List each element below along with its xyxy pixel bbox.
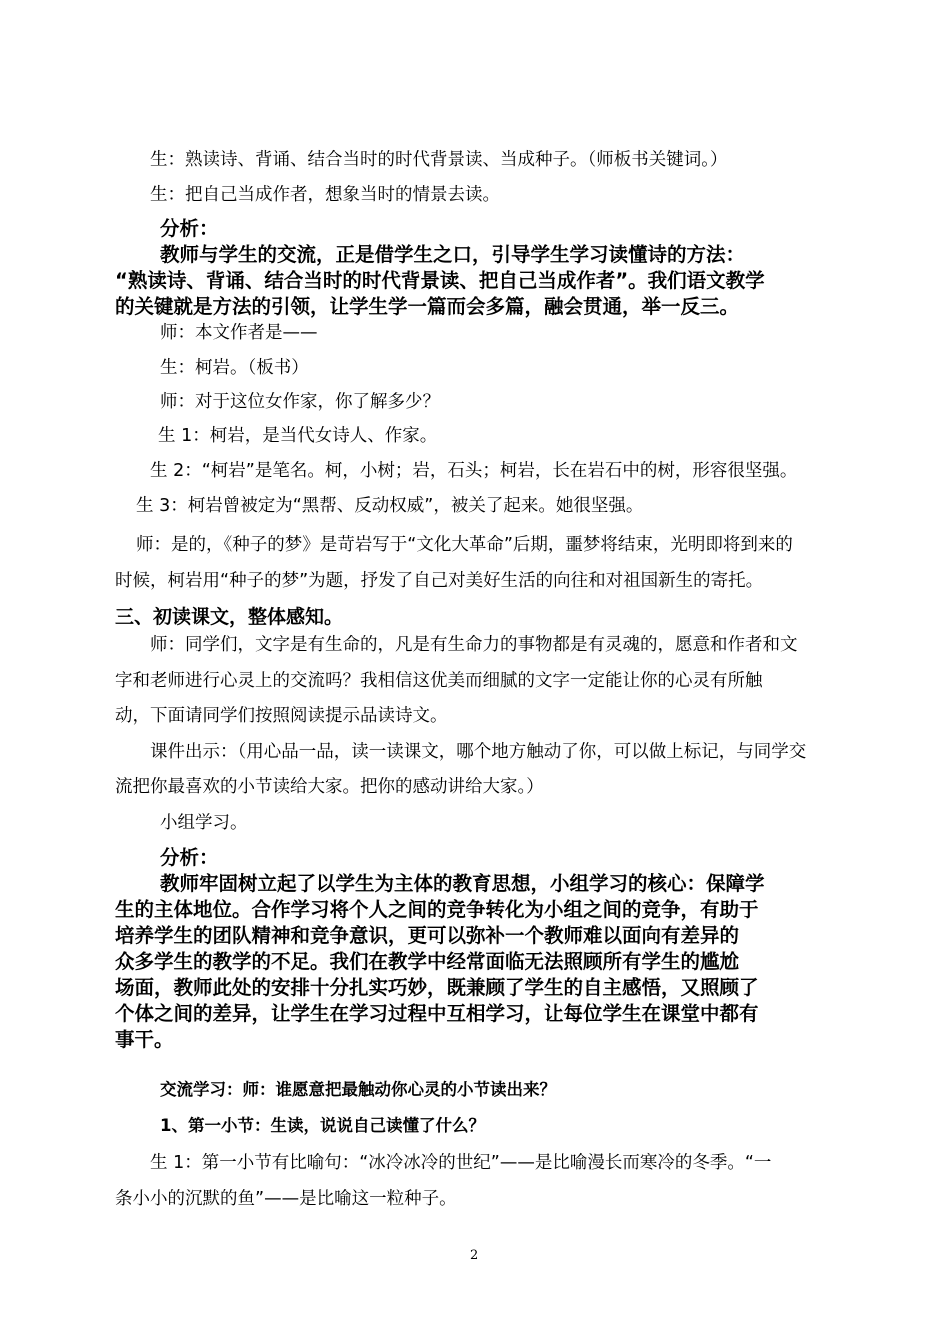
analysis-text: “熟读诗、背诵、结合当时的时代背景读、把自己当成作者”。我们语文教学	[115, 269, 765, 292]
dialogue-line: 生 1：第一小节有比喻句：“冰冷冰冷的世纪”——是比喻漫长而寒冷的冬季。“一	[150, 1153, 772, 1173]
dialogue-line: 动，下面请同学们按照阅读提示品读诗文。	[115, 706, 448, 726]
dialogue-line: 字和老师进行心灵上的交流吗？我相信这优美而细腻的文字一定能让你的心灵有所触	[115, 671, 763, 691]
dialogue-line: 师：同学们，文字是有生命的，凡是有生命力的事物都是有灵魂的，愿意和作者和文	[150, 635, 798, 655]
analysis-text: 教师牢固树立起了以学生为主体的教育思想，小组学习的核心：保障学	[160, 872, 765, 895]
group-study-line: 小组学习。	[160, 813, 248, 833]
courseware-line: 课件出示：（用心品一品，读一读课文，哪个地方触动了你，可以做上标记，与同学交	[150, 742, 807, 762]
dialogue-line: 生：熟读诗、背诵、结合当时的时代背景读、当成种子。（师板书关键词。）	[150, 150, 728, 170]
dialogue-line: 师：本文作者是——	[160, 323, 318, 343]
analysis-heading: 分析：	[160, 217, 219, 240]
dialogue-line: 师：是的，《种子的梦》是苛岩写于“文化大革命”后期，噩梦将结束，光明即将到来的	[136, 535, 793, 555]
dialogue-line: 条小小的沉默的鱼”——是比喻这一粒种子。	[115, 1189, 457, 1209]
courseware-line: 流把你最喜欢的小节读给大家。把你的感动讲给大家。）	[115, 777, 544, 797]
analysis-text: 事干。	[115, 1028, 174, 1051]
analysis-text: 培养学生的团队精神和竞争意识，更可以弥补一个教师难以面向有差异的	[115, 924, 740, 947]
analysis-text: 场面，教师此处的安排十分扎实巧妙，既兼顾了学生的自主感悟，又照顾了	[115, 976, 759, 999]
analysis-text: 众多学生的教学的不足。我们在教学中经常面临无法照顾所有学生的尴尬	[115, 950, 740, 973]
dialogue-line: 师：对于这位女作家，你了解多少？	[160, 392, 440, 412]
analysis-text: 个体之间的差异，让学生在学习过程中互相学习，让每位学生在课堂中都有	[115, 1002, 759, 1025]
page-number: 2	[470, 1248, 479, 1263]
dialogue-line: 时候，柯岩用“种子的梦”为题，抒发了自己对美好生活的向往和对祖国新生的寄托。	[115, 571, 764, 591]
analysis-heading: 分析：	[160, 846, 219, 869]
dialogue-line: 生 1：柯岩，是当代女诗人、作家。	[158, 426, 438, 446]
dialogue-line: 生：柯岩。（板书）	[160, 358, 309, 378]
exchange-heading: 交流学习：师：谁愿意把最触动你心灵的小节读出来？	[160, 1080, 556, 1099]
analysis-text: 教师与学生的交流，正是借学生之口，引导学生学习读懂诗的方法：	[160, 243, 746, 266]
dialogue-line: 生 2：“柯岩”是笔名。柯，小树；岩，石头；柯岩，长在岩石中的树，形容很坚强。	[150, 461, 798, 481]
subsection-heading: 1、第一小节：生读，说说自己读懂了什么？	[160, 1116, 485, 1135]
analysis-text: 的关键就是方法的引领，让学生学一篇而会多篇，融会贯通，举一反三。	[115, 295, 740, 318]
section-heading: 三、初读课文，整体感知。	[115, 606, 344, 628]
dialogue-line: 生：把自己当成作者，想象当时的情景去读。	[150, 185, 500, 205]
analysis-text: 生的主体地位。合作学习将个人之间的竞争转化为小组之间的竞争，有助于	[115, 898, 759, 921]
dialogue-line: 生 3：柯岩曾被定为“黑帮、反动权威”，被关了起来。她很坚强。	[136, 496, 644, 516]
